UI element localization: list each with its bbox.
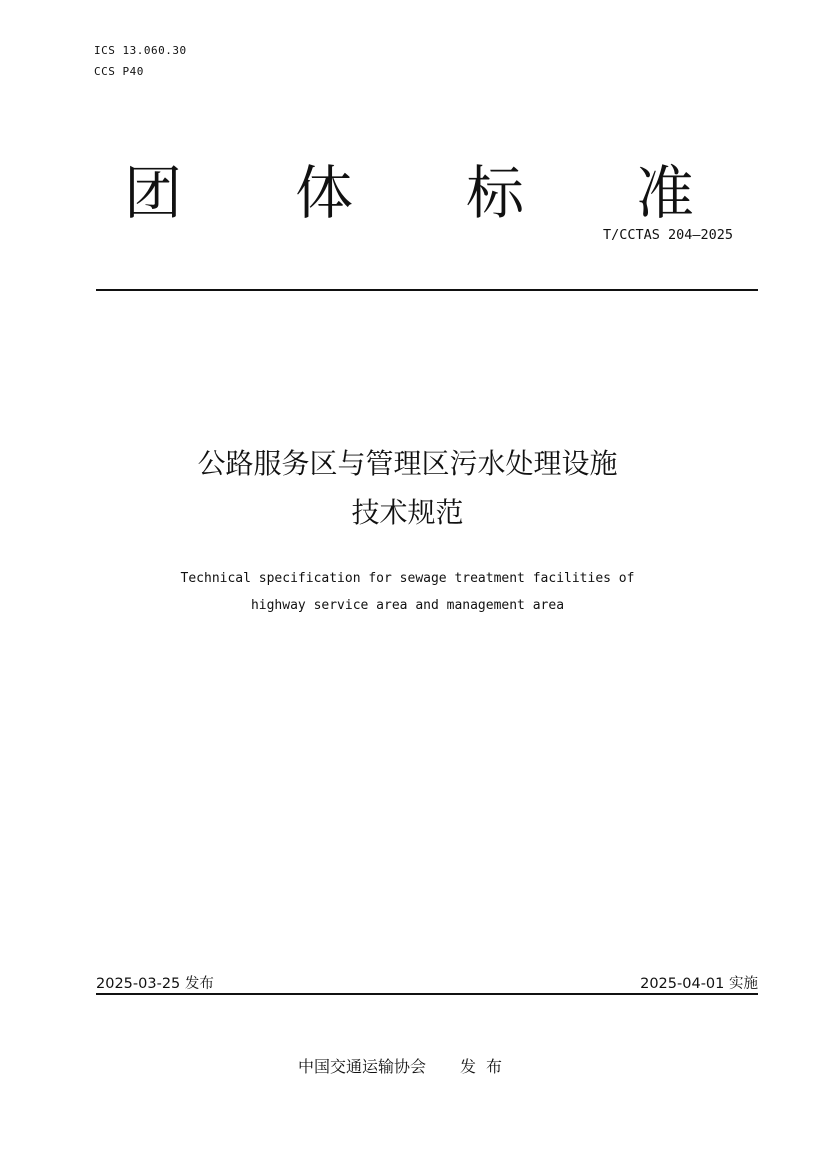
standard-type-char-1: 团: [124, 159, 183, 227]
implementation-date: 2025-04-01 实施: [640, 976, 758, 992]
ccs-code: CCS P40: [94, 65, 144, 78]
ics-code: ICS 13.060.30: [94, 44, 187, 57]
issue-date: 2025-03-25 发布: [96, 976, 214, 992]
standard-type-heading: [0, 158, 815, 228]
top-divider: [96, 289, 758, 291]
document-title-zh-line-1: 公路服务区与管理区污水处理设施: [197, 447, 618, 480]
publisher-name: 中国交通运输协会: [298, 1057, 427, 1076]
document-title-en-line-2: highway service area and management area: [250, 598, 565, 613]
document-title-zh-line-2: 技术规范: [351, 496, 464, 529]
publisher-line: [298, 1054, 512, 1077]
standard-type-char-4: 准: [636, 159, 695, 227]
standard-type-char-2: 体: [295, 159, 354, 227]
bottom-divider: [96, 993, 758, 995]
standard-number: T/CCTAS 204—2025: [602, 227, 733, 243]
standard-type-char-3: 标: [466, 159, 525, 227]
document-title-en-line-1: Technical specification for sewage treatment facilities of: [180, 571, 635, 586]
publish-action: 发布: [460, 1057, 513, 1076]
classification-codes: [94, 40, 187, 82]
